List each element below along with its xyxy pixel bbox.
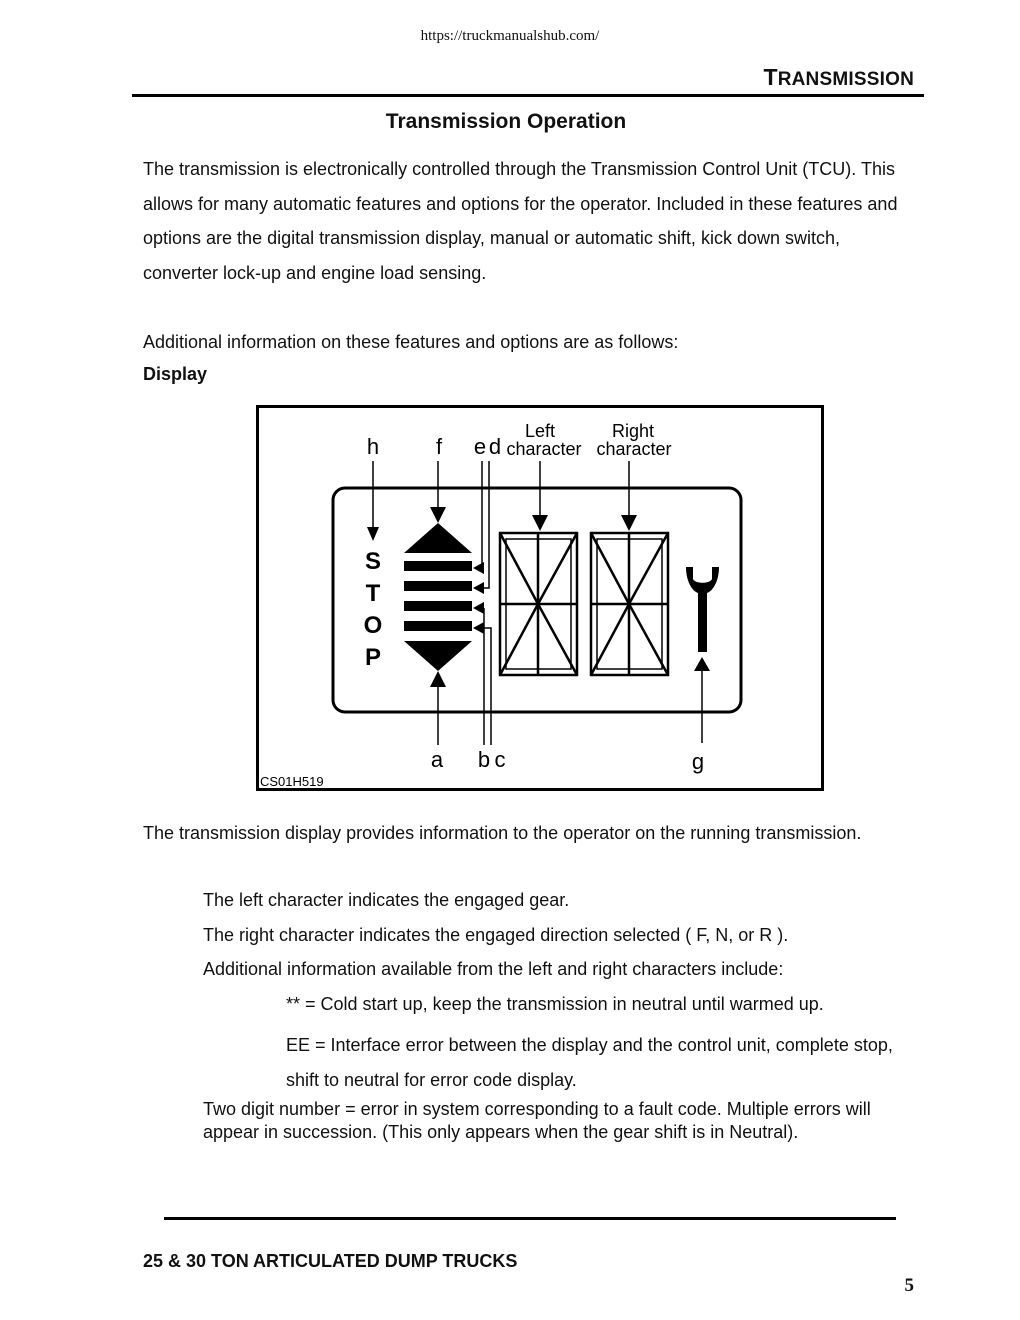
stop-letter-p: P xyxy=(364,644,382,671)
fault-code-note: Two digit number = error in system corresponding to a fault code. Multiple errors will appear in succession. (This only appears when the gear shift is in Neutral). xyxy=(203,1099,871,1142)
additional-info-paragraph: Additional information on these features and options are as follows: xyxy=(143,332,679,352)
page-heading: Transmission Operation xyxy=(385,110,627,133)
transmission-display-diagram xyxy=(256,405,824,791)
label-e: e xyxy=(473,434,487,459)
label-f: f xyxy=(435,434,443,459)
stop-letter-s: S xyxy=(364,548,382,575)
label-g: g xyxy=(691,749,705,774)
label-h: h xyxy=(366,434,380,459)
footer-rule xyxy=(164,1217,896,1220)
section-title xyxy=(763,64,914,91)
left-character-note: The left character indicates the engaged gear. xyxy=(203,890,570,910)
label-right-character-line2: character xyxy=(596,439,672,459)
section-title-rest: RANSMISSION xyxy=(777,69,914,90)
right-character-segments xyxy=(591,533,668,675)
figure-code: CS01H519 xyxy=(260,774,324,789)
display-description-paragraph: The transmission display provides information to the operator on the running transmission. xyxy=(143,823,862,843)
label-right-character-line1: Right xyxy=(611,421,655,441)
label-left-character-line2: character xyxy=(506,439,582,459)
additional-characters-note: Additional information available from the left and right characters include: xyxy=(203,959,784,979)
section-title-initial: T xyxy=(763,64,778,90)
right-character-note: The right character indicates the engaged direction selected ( F, N, or R ). xyxy=(203,925,789,945)
label-b: b xyxy=(477,747,491,772)
interface-error-note: EE = Interface error between the display and the control unit, complete stop, shift to neutral for error code display. xyxy=(286,1035,893,1090)
cold-start-note: ** = Cold start up, keep the transmission in neutral until warmed up. xyxy=(286,994,824,1014)
label-c: c xyxy=(494,747,506,772)
source-url: https://truckmanualshub.com/ xyxy=(420,28,600,44)
label-a: a xyxy=(430,747,444,772)
left-character-segments xyxy=(500,533,577,675)
stop-letter-t: T xyxy=(365,580,381,607)
intro-paragraph: The transmission is electronically controlled through the Transmission Control Unit (TCU). This allows for many automatic features and options for the operator. Included in these features and options are the digital transmission display, manual or automatic shift, kick down switch, converter lock-up and engine load sensing. xyxy=(143,159,898,283)
label-d: d xyxy=(488,434,502,459)
label-left-character-line1: Left xyxy=(524,421,556,441)
page-number: 5 xyxy=(904,1275,914,1296)
footer-title: 25 & 30 TON ARTICULATED DUMP TRUCKS xyxy=(143,1251,518,1271)
stop-letter-o: O xyxy=(363,612,383,639)
header-rule xyxy=(132,94,924,97)
display-subheading: Display xyxy=(143,364,208,384)
